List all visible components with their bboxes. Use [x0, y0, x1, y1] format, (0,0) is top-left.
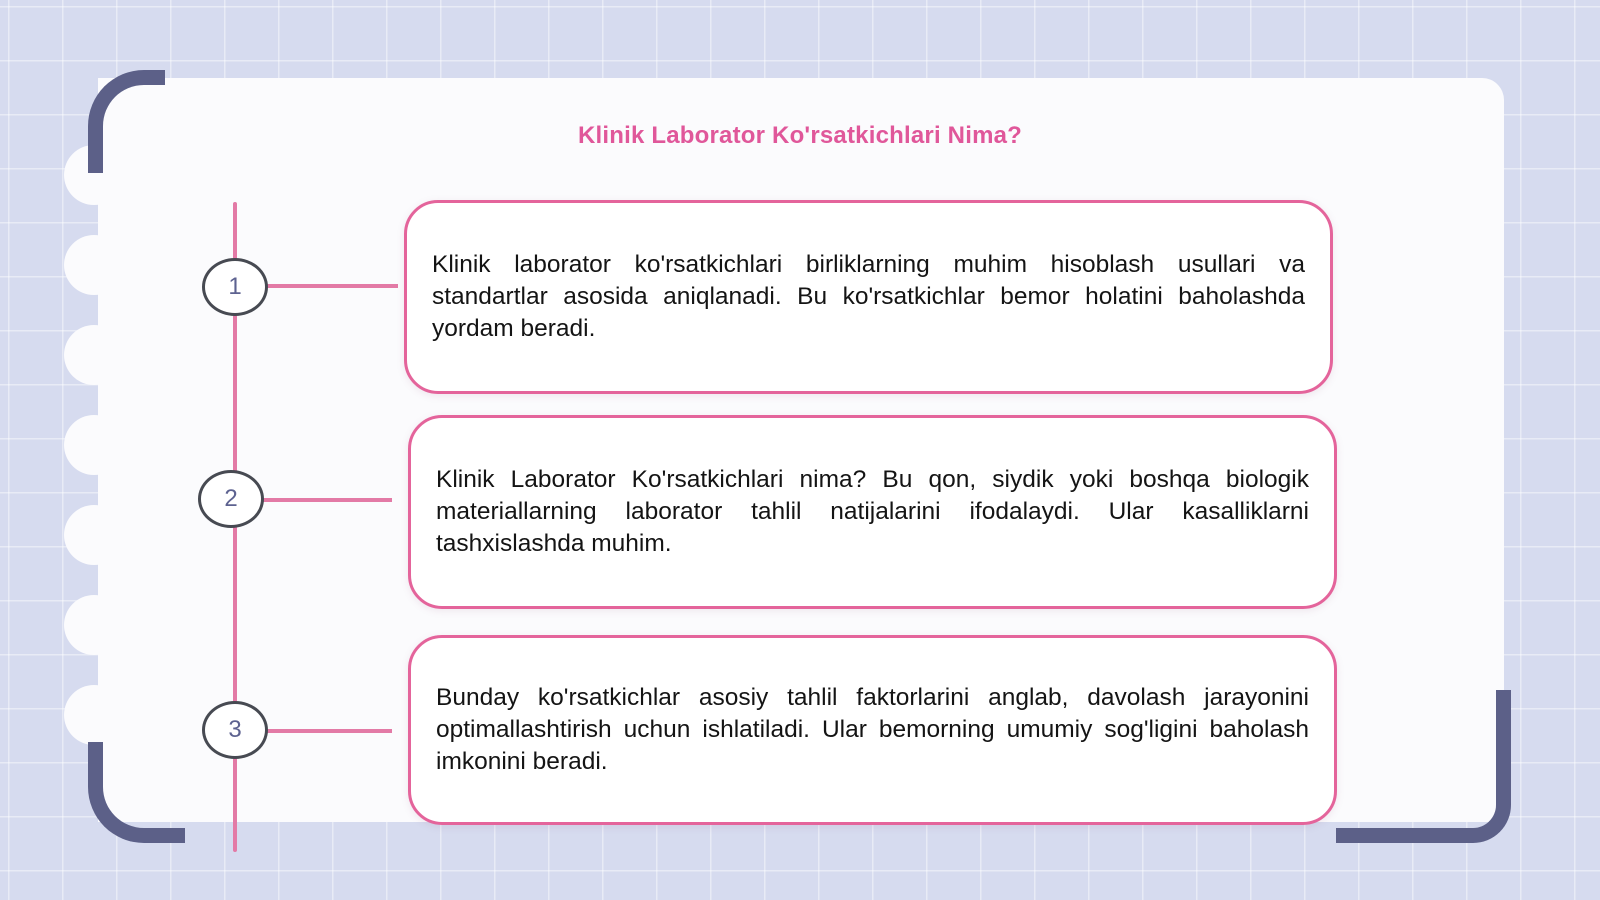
slide-title: Klinik Laborator Ko'rsatkichlari Nima?: [577, 122, 1023, 149]
step-number-badge: 1: [202, 258, 268, 316]
info-card-text: Klinik laborator ko'rsatkichlari birliklarning muhim hisoblash usullari va standartlar asosida aniqlanadi. Bu ko'rsatkichlar bemor holatini baholashda yordam beradi.: [432, 251, 1305, 342]
info-card: [404, 200, 1333, 394]
corner-bracket-bottom-left: [88, 742, 185, 843]
info-card-text: Bunday ko'rsatkichlar asosiy tahlil faktorlarini anglab, davolash jarayonini optimallashtirish uchun ishlatiladi. Ular bemorning umumiy sog'ligini baholash imkonini beradi.: [436, 684, 1309, 775]
paper-scallop: [64, 685, 124, 745]
paper-scallop: [64, 505, 124, 565]
paper-scallop: [64, 325, 124, 385]
timeline-connector: [262, 498, 392, 502]
info-card: [408, 415, 1337, 609]
step-number-badge: 2: [198, 470, 264, 528]
info-card-text: Klinik Laborator Ko'rsatkichlari nima? Bu qon, siydik yoki boshqa biologik materiallarning laborator tahlil natijalarini ifodalaydi. Ular kasalliklarni tashxislashda muhim.: [436, 466, 1309, 557]
paper-scallop: [64, 235, 124, 295]
corner-bracket-bottom-right: [1336, 690, 1511, 843]
timeline-connector: [266, 284, 398, 288]
info-card: [408, 635, 1337, 825]
paper-scallop: [64, 415, 124, 475]
paper-scallop: [64, 595, 124, 655]
timeline-connector: [266, 729, 392, 733]
step-number-badge: 3: [202, 701, 268, 759]
